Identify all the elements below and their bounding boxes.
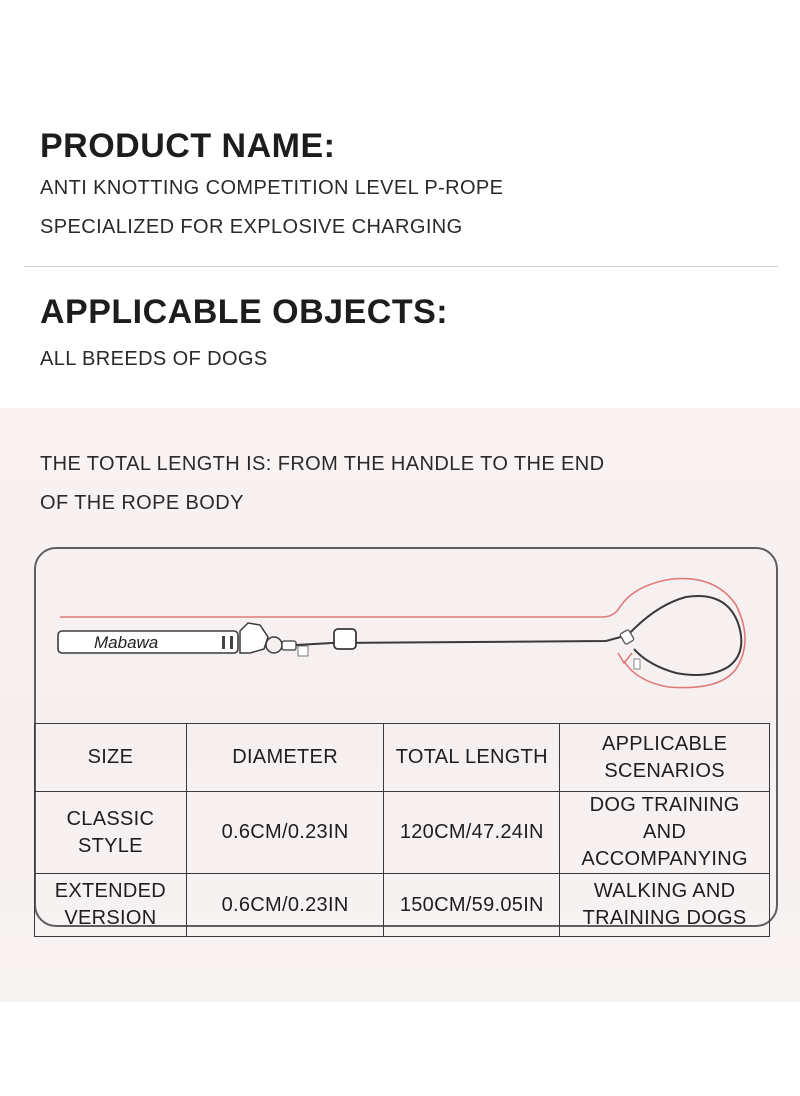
- product-name-line-2: SPECIALIZED FOR EXPLOSIVE CHARGING: [40, 216, 463, 238]
- row-length: 120CM/47.24IN: [384, 792, 560, 874]
- product-name-line-1: ANTI KNOTTING COMPETITION LEVEL P-ROPE: [40, 177, 504, 199]
- applicable-objects-heading: APPLICABLE OBJECTS:: [40, 293, 449, 331]
- leash-illustration: [36, 549, 776, 721]
- row-size-line-2: VERSION: [64, 907, 157, 929]
- table-header-row: [35, 724, 770, 792]
- row-size: [35, 874, 187, 937]
- handle-stripe-1: [222, 636, 225, 649]
- handle-brand-text: Mabawa: [94, 633, 159, 652]
- clip-connector: [282, 641, 296, 650]
- row-diameter: 0.6CM/0.23IN: [186, 792, 384, 874]
- header-scenarios-line-1: APPLICABLE: [601, 732, 728, 755]
- header-size: SIZE: [35, 724, 187, 792]
- handle-stripe-2: [230, 636, 233, 649]
- row-scenario-line-1: WALKING AND: [593, 880, 736, 902]
- length-note-line-1: THE TOTAL LENGTH IS: FROM THE HANDLE TO THE END: [40, 453, 605, 475]
- header-total-length: TOTAL LENGTH: [384, 724, 560, 792]
- clip-ring-icon: [266, 637, 282, 653]
- table-row: [35, 792, 770, 874]
- row-scenario: [560, 874, 770, 937]
- section-divider: [24, 266, 778, 267]
- table-row: [35, 874, 770, 937]
- applicable-objects-value: ALL BREEDS OF DOGS: [40, 348, 268, 370]
- row-size-line-1: EXTENDED: [54, 880, 167, 902]
- row-scenario-line-2: AND ACCOMPANYING: [581, 821, 748, 870]
- info-section: [0, 0, 800, 408]
- loop-end-cap: [634, 659, 640, 669]
- footer-blank: [0, 1002, 800, 1096]
- row-scenario-line-1: DOG TRAINING: [589, 794, 740, 816]
- row-diameter: 0.6CM/0.23IN: [186, 874, 384, 937]
- rope-stopper: [334, 629, 356, 649]
- handle-clip-icon: [240, 623, 268, 653]
- row-scenario-line-2: TRAINING DOGS: [582, 907, 747, 929]
- row-length: 150CM/59.05IN: [384, 874, 560, 937]
- rope-loop: [628, 596, 741, 675]
- specs-table: [34, 723, 770, 937]
- row-size: [35, 792, 187, 874]
- header-diameter: DIAMETER: [186, 724, 384, 792]
- row-size-line-2: STYLE: [77, 834, 143, 857]
- length-note-line-2: OF THE ROPE BODY: [40, 492, 244, 514]
- header-applicable-scenarios: [560, 724, 770, 792]
- length-guide-arrow-icon: [618, 653, 632, 663]
- row-scenario: [560, 792, 770, 874]
- header-scenarios-line-2: SCENARIOS: [604, 759, 725, 782]
- product-name-heading: PRODUCT NAME:: [40, 127, 336, 165]
- clip-tag: [298, 646, 308, 656]
- row-size-line-1: CLASSIC: [66, 807, 155, 830]
